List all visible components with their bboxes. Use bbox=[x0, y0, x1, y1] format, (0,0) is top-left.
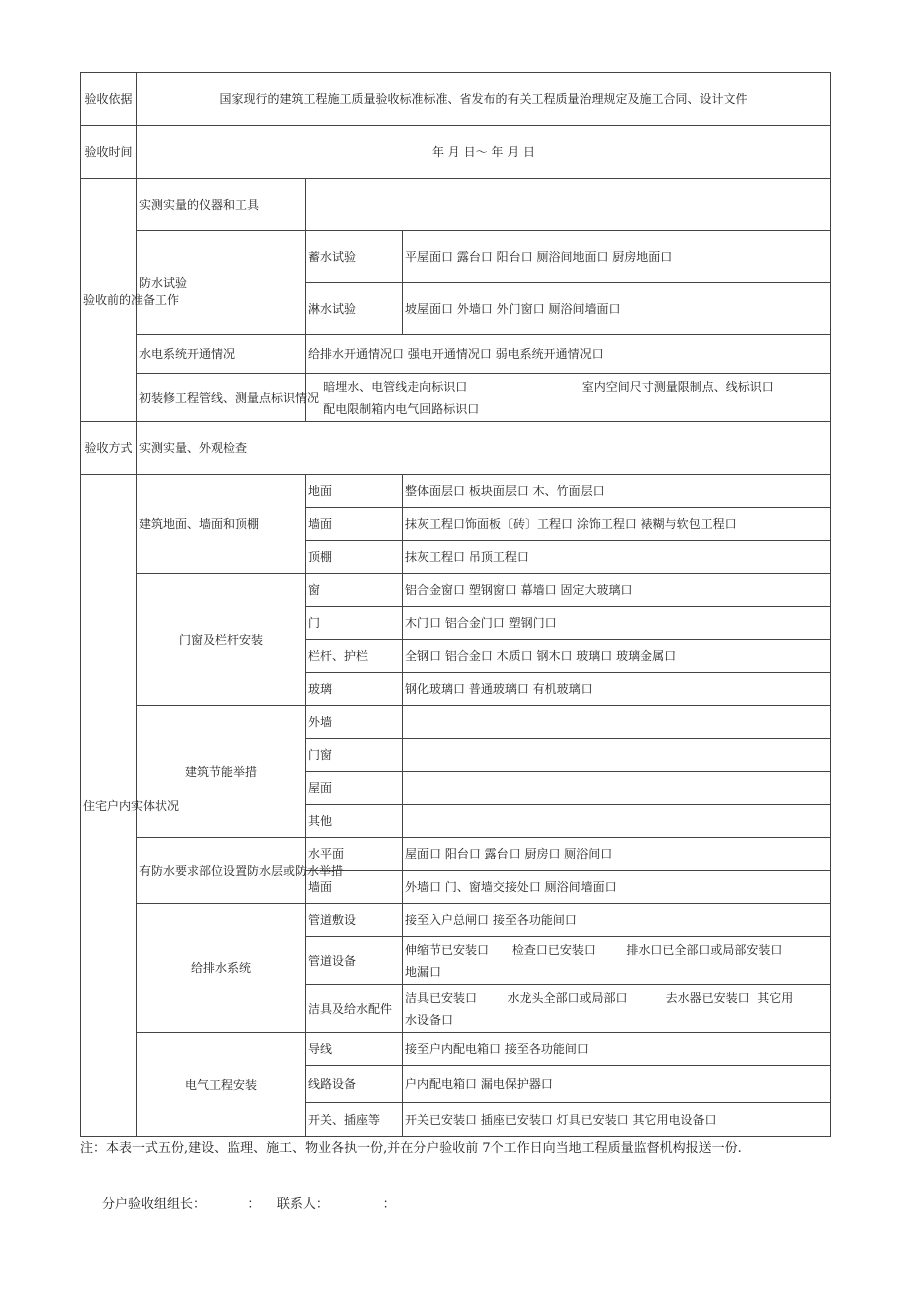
group-plumbing-name: 给排水系统 bbox=[137, 904, 306, 1033]
prep-instruments-label: 实测实量的仪器和工具 bbox=[137, 179, 306, 231]
group-doors-name: 门窗及栏杆安装 bbox=[137, 574, 306, 706]
doors-sub-railing: 栏杆、护栏 bbox=[306, 640, 403, 673]
doors-sub-door: 门 bbox=[306, 607, 403, 640]
floors-opts-ceiling: 抹灰工程口 吊顶工程口 bbox=[403, 541, 831, 574]
footer-leader: 分户验收组组长： ： 联系人： ： bbox=[102, 1197, 396, 1212]
prep-label: 验收前的准备工作 bbox=[81, 179, 137, 422]
plumbing-sub-fixtures: 洁具及给水配件 bbox=[306, 985, 403, 1033]
basis-text: 国家现行的建筑工程施工质量验收标准标准、省发布的有关工程质量治理规定及施工合同、设计文件 bbox=[137, 73, 831, 126]
floors-sub-ceiling: 顶棚 bbox=[306, 541, 403, 574]
prep-storage-items: 平屋面口 露台口 阳台口 厕浴间地面口 厨房地面口 bbox=[403, 231, 831, 283]
doors-opts-door: 木门口 铝合金门口 塑钢门口 bbox=[403, 607, 831, 640]
prep-spray-items: 坡屋面口 外墙口 外门窗口 厕浴间墙面口 bbox=[403, 283, 831, 335]
doors-opts-window: 铝合金窗口 塑钢窗口 幕墙口 固定大玻璃口 bbox=[403, 574, 831, 607]
time-label: 验收时间 bbox=[81, 126, 137, 179]
energy-opts-roof bbox=[403, 772, 831, 805]
energy-sub-doors-windows: 门窗 bbox=[306, 739, 403, 772]
waterproof-opts-wall: 外墙口 门、窗墙交接处口 厕浴间墙面口 bbox=[403, 871, 831, 904]
inspection-label: 住宅户内实体状况 bbox=[81, 475, 137, 1137]
electrical-opts-switches: 开关已安装口 插座已安装口 灯具已安装口 其它用电设备口 bbox=[403, 1103, 831, 1137]
plumbing-sub-pipe-laying: 管道敷设 bbox=[306, 904, 403, 937]
energy-sub-roof: 屋面 bbox=[306, 772, 403, 805]
plumbing-opts-fixtures-line1: 洁具已安装口 水龙头全部口或局部口 去水器已安装口 其它用 bbox=[405, 990, 794, 1005]
group-waterproof-name: 有防水要求部位设置防水层或防水举措 bbox=[137, 838, 306, 904]
method-text: 实测实量、外观检查 bbox=[137, 422, 831, 475]
plumbing-sub-pipe-equipment: 管道设备 bbox=[306, 937, 403, 985]
energy-opts-other bbox=[403, 805, 831, 838]
electrical-opts-line-equipment: 户内配电箱口 漏电保护器口 bbox=[403, 1066, 831, 1103]
waterproof-opts-horizontal: 屋面口 阳台口 露台口 厨房口 厕浴间口 bbox=[403, 838, 831, 871]
floors-sub-floor: 地面 bbox=[306, 475, 403, 508]
floors-sub-wall: 墙面 bbox=[306, 508, 403, 541]
prep-marking-line1: 暗埋水、电管线走向标识口 室内空间尺寸测量限制点、线标识口 bbox=[308, 379, 774, 394]
doors-opts-glass: 钢化玻璃口 普通玻璃口 有机玻璃口 bbox=[403, 673, 831, 706]
doors-opts-railing: 全钢口 铝合金口 木质口 钢木口 玻璃口 玻璃金属口 bbox=[403, 640, 831, 673]
acceptance-form-table bbox=[80, 72, 831, 1137]
prep-marking-line2: 配电限制箱内电气回路标识口 bbox=[308, 401, 480, 416]
waterproof-sub-horizontal: 水平面 bbox=[306, 838, 403, 871]
floors-opts-wall: 抹灰工程口饰面板〔砖〕工程口 涂饰工程口 裱糊与软包工程口 bbox=[403, 508, 831, 541]
time-text: 年 月 日～ 年 月 日 bbox=[137, 126, 831, 179]
electrical-sub-wire: 导线 bbox=[306, 1033, 403, 1066]
energy-opts-exterior-wall bbox=[403, 706, 831, 739]
footer-note: 注：本表一式五份,建设、监理、施工、物业各执一份,并在分户验收前 7个工作日向当地工程质量监督机构报送一份. bbox=[80, 1141, 742, 1156]
group-electrical-name: 电气工程安装 bbox=[137, 1033, 306, 1137]
prep-instruments-value bbox=[306, 179, 831, 231]
plumbing-opts-pipe-equipment-line2: 地漏口 bbox=[405, 964, 442, 979]
electrical-sub-switches: 开关、插座等 bbox=[306, 1103, 403, 1137]
energy-sub-exterior-wall: 外墙 bbox=[306, 706, 403, 739]
electrical-opts-wire: 接至户内配电箱口 接至各功能间口 bbox=[403, 1033, 831, 1066]
prep-spray-test-label: 淋水试验 bbox=[306, 283, 403, 335]
energy-opts-doors-windows bbox=[403, 739, 831, 772]
plumbing-opts-pipe-equipment bbox=[403, 937, 831, 985]
prep-waterproof-label: 防水试验 bbox=[137, 231, 306, 335]
group-energy-name: 建筑节能举措 bbox=[137, 706, 306, 838]
plumbing-opts-fixtures-line2: 水设备口 bbox=[405, 1012, 454, 1027]
doors-sub-glass: 玻璃 bbox=[306, 673, 403, 706]
waterproof-sub-wall: 墙面 bbox=[306, 871, 403, 904]
doors-sub-window: 窗 bbox=[306, 574, 403, 607]
prep-utility-label: 水电系统开通情况 bbox=[137, 335, 306, 374]
prep-utility-items: 给排水开通情况口 强电开通情况口 弱电系统开通情况口 bbox=[306, 335, 831, 374]
plumbing-opts-fixtures bbox=[403, 985, 831, 1033]
prep-marking-items bbox=[306, 374, 831, 422]
prep-storage-test-label: 蓄水试验 bbox=[306, 231, 403, 283]
basis-label: 验收依据 bbox=[81, 73, 137, 126]
plumbing-opts-pipe-laying: 接至入户总闸口 接至各功能间口 bbox=[403, 904, 831, 937]
method-label: 验收方式 bbox=[81, 422, 137, 475]
group-floors-name: 建筑地面、墙面和顶棚 bbox=[137, 475, 306, 574]
plumbing-opts-pipe-equipment-line1: 伸缩节已安装口 检查口已安装口 排水口已全部口或局部安装口 bbox=[405, 942, 783, 957]
energy-sub-other: 其他 bbox=[306, 805, 403, 838]
prep-marking-label: 初装修工程管线、测量点标识情况 bbox=[137, 374, 306, 422]
electrical-sub-line-equipment: 线路设备 bbox=[306, 1066, 403, 1103]
floors-opts-floor: 整体面层口 板块面层口 木、竹面层口 bbox=[403, 475, 831, 508]
